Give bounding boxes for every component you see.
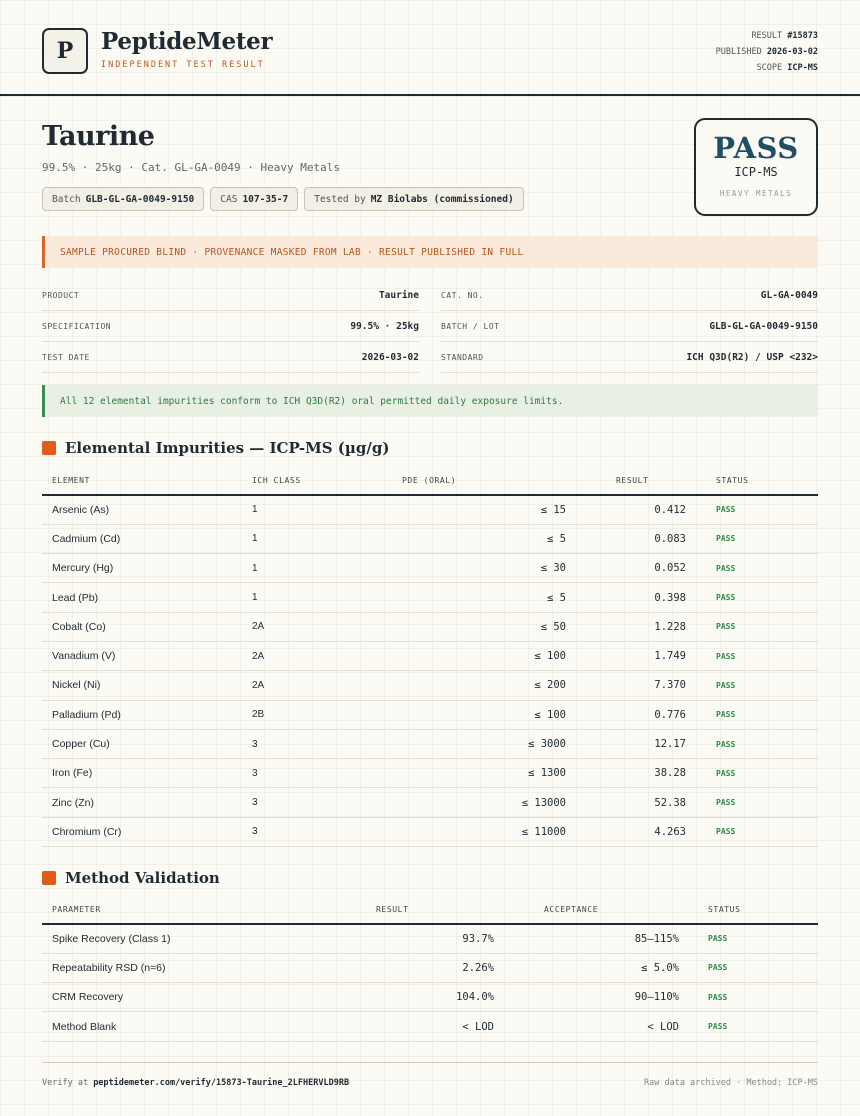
- table-row: [42, 554, 818, 583]
- info-specification: [42, 311, 419, 342]
- result-cell: 52.38: [576, 788, 696, 817]
- pde-cell: ≤ 13000: [362, 788, 576, 817]
- table-row: [42, 524, 818, 553]
- procurement-banner: SAMPLE PROCURED BLIND · PROVENANCE MASKED FROM LAB · RESULT PUBLISHED IN FULL: [42, 236, 818, 268]
- ich-class-cell: 3: [242, 759, 362, 788]
- status-cell: PASS: [696, 700, 818, 729]
- info-row: [42, 311, 818, 342]
- product-title: Taurine: [42, 121, 155, 152]
- report-header: [0, 0, 860, 96]
- status-cell: PASS: [689, 983, 818, 1012]
- element-cell: Lead (Pb): [42, 583, 242, 612]
- info-test-date: [42, 342, 419, 373]
- table-row: [42, 817, 818, 846]
- result-cell: < LOD: [312, 1012, 504, 1041]
- ich-class-cell: 3: [242, 788, 362, 817]
- table-header-row: [42, 896, 818, 924]
- status-cell: PASS: [689, 953, 818, 982]
- validation-heading: [42, 869, 220, 887]
- result-cell: 0.083: [576, 524, 696, 553]
- status-cell: PASS: [696, 788, 818, 817]
- table-row: [42, 700, 818, 729]
- ich-class-cell: 2B: [242, 700, 362, 729]
- status-cell: PASS: [689, 1012, 818, 1041]
- status-cell: PASS: [696, 583, 818, 612]
- info-label: BATCH / LOT: [441, 321, 500, 331]
- pde-cell: ≤ 50: [362, 612, 576, 641]
- table-row: [42, 759, 818, 788]
- validation-table: [42, 896, 818, 1042]
- status-cell: PASS: [696, 817, 818, 846]
- col-result: RESULT: [576, 467, 696, 495]
- result-id: [716, 28, 818, 44]
- pde-cell: ≤ 1300: [362, 759, 576, 788]
- table-row: [42, 612, 818, 641]
- acceptance-cell: < LOD: [504, 1012, 689, 1041]
- status-cell: PASS: [696, 641, 818, 670]
- result-cell: 38.28: [576, 759, 696, 788]
- result-cell: 0.052: [576, 554, 696, 583]
- col-result: RESULT: [312, 896, 504, 924]
- info-label: SPECIFICATION: [42, 321, 112, 331]
- verify-link[interactable]: peptidemeter.com/verify/15873-Taurine_2LFHERVLD9RB: [93, 1078, 350, 1088]
- pde-cell: ≤ 11000: [362, 817, 576, 846]
- info-row: [42, 280, 818, 311]
- status-cell: PASS: [696, 729, 818, 758]
- pde-cell: ≤ 30: [362, 554, 576, 583]
- col-ich-class: ICH CLASS: [242, 467, 362, 495]
- result-cell: 4.263: [576, 817, 696, 846]
- element-cell: Arsenic (As): [42, 495, 242, 524]
- element-cell: Zinc (Zn): [42, 788, 242, 817]
- pde-cell: ≤ 5: [362, 524, 576, 553]
- element-cell: Nickel (Ni): [42, 671, 242, 700]
- table-row: [42, 671, 818, 700]
- pde-cell: ≤ 15: [362, 495, 576, 524]
- verify-text: [42, 1078, 349, 1088]
- col-parameter: PARAMETER: [42, 896, 312, 924]
- element-cell: Palladium (Pd): [42, 700, 242, 729]
- scope-label: SCOPE: [756, 63, 783, 73]
- section-title: Method Validation: [65, 869, 220, 887]
- pde-cell: ≤ 100: [362, 700, 576, 729]
- verdict-status: PASS: [713, 131, 799, 165]
- table-row: [42, 983, 818, 1012]
- table-row: [42, 924, 818, 953]
- ich-class-cell: 2A: [242, 612, 362, 641]
- element-cell: Copper (Cu): [42, 729, 242, 758]
- info-value: 99.5% · 25kg: [350, 320, 419, 332]
- pde-cell: ≤ 5: [362, 583, 576, 612]
- result-cell: 1.228: [576, 612, 696, 641]
- brand-name: PeptideMeter: [101, 28, 273, 55]
- tested-by-chip: [304, 187, 523, 211]
- parameter-cell: CRM Recovery: [42, 983, 312, 1012]
- result-cell: 0.412: [576, 495, 696, 524]
- section-title: Elemental Impurities — ICP-MS (µg/g): [65, 439, 390, 457]
- impurities-table: [42, 467, 818, 847]
- table-row: [42, 953, 818, 982]
- info-standard: [441, 342, 818, 373]
- col-status: STATUS: [696, 467, 818, 495]
- footer-divider: [42, 1062, 818, 1063]
- status-cell: PASS: [696, 495, 818, 524]
- parameter-cell: Repeatability RSD (n=6): [42, 953, 312, 982]
- table-row: [42, 495, 818, 524]
- pde-cell: ≤ 200: [362, 671, 576, 700]
- published-date: [716, 44, 818, 60]
- info-value: GL-GA-0049: [760, 289, 818, 301]
- element-cell: Cadmium (Cd): [42, 524, 242, 553]
- scope: [716, 60, 818, 76]
- element-cell: Iron (Fe): [42, 759, 242, 788]
- ich-class-cell: 1: [242, 524, 362, 553]
- ich-class-cell: 1: [242, 495, 362, 524]
- info-value: Taurine: [378, 289, 419, 301]
- table-row: [42, 729, 818, 758]
- info-label: STANDARD: [441, 352, 484, 362]
- result-cell: 2.26%: [312, 953, 504, 982]
- result-cell: 104.0%: [312, 983, 504, 1012]
- info-cat-no: [441, 280, 818, 311]
- table-row: [42, 641, 818, 670]
- report-meta: [716, 28, 818, 76]
- table-row: [42, 788, 818, 817]
- chip-value: MZ Biolabs (commissioned): [370, 193, 514, 205]
- verdict-badge: [694, 118, 818, 216]
- result-value: #15873: [787, 31, 818, 41]
- result-cell: 7.370: [576, 671, 696, 700]
- info-product: [42, 280, 419, 311]
- table-header-row: [42, 467, 818, 495]
- ich-class-cell: 2A: [242, 641, 362, 670]
- info-value: ICH Q3D(R2) / USP <232>: [686, 351, 818, 363]
- info-value: GLB-GL-GA-0049-9150: [709, 320, 818, 332]
- product-subtitle: 99.5% · 25kg · Cat. GL-GA-0049 · Heavy Metals: [42, 161, 341, 174]
- chip-value: 107-35-7: [242, 193, 289, 205]
- info-label: TEST DATE: [42, 352, 90, 362]
- footer-note: Raw data archived · Method: ICP-MS: [644, 1078, 818, 1088]
- ich-class-cell: 1: [242, 554, 362, 583]
- info-value: 2026-03-02: [361, 351, 419, 363]
- published-value: 2026-03-02: [766, 47, 818, 57]
- chip-value: GLB-GL-GA-0049-9150: [85, 193, 195, 205]
- col-acceptance: ACCEPTANCE: [504, 896, 689, 924]
- result-label: RESULT: [751, 31, 783, 41]
- result-cell: 0.776: [576, 700, 696, 729]
- cas-chip: [210, 187, 298, 211]
- result-cell: 1.749: [576, 641, 696, 670]
- info-batch-lot: [441, 311, 818, 342]
- col-status: STATUS: [689, 896, 818, 924]
- published-label: PUBLISHED: [715, 47, 762, 57]
- element-cell: Cobalt (Co): [42, 612, 242, 641]
- ich-class-cell: 2A: [242, 671, 362, 700]
- ich-class-cell: 3: [242, 729, 362, 758]
- result-cell: 93.7%: [312, 924, 504, 953]
- info-row: [42, 342, 818, 373]
- status-cell: PASS: [696, 671, 818, 700]
- info-label: CAT. NO.: [441, 290, 484, 300]
- section-marker-icon: [42, 441, 56, 455]
- status-cell: PASS: [689, 924, 818, 953]
- status-cell: PASS: [696, 554, 818, 583]
- parameter-cell: Spike Recovery (Class 1): [42, 924, 312, 953]
- pde-cell: ≤ 100: [362, 641, 576, 670]
- acceptance-cell: 85–115%: [504, 924, 689, 953]
- table-row: [42, 1012, 818, 1041]
- verdict-method: ICP-MS: [734, 165, 778, 179]
- pde-cell: ≤ 3000: [362, 729, 576, 758]
- scope-value: ICP-MS: [787, 63, 818, 73]
- chip-label: Batch: [52, 193, 81, 205]
- parameter-cell: Method Blank: [42, 1012, 312, 1041]
- acceptance-cell: 90–110%: [504, 983, 689, 1012]
- ich-class-cell: 3: [242, 817, 362, 846]
- logo: P: [42, 28, 88, 74]
- brand-subtitle: INDEPENDENT TEST RESULT: [101, 60, 265, 70]
- verdict-category: HEAVY METALS: [719, 189, 793, 198]
- chip-label: Tested by: [314, 193, 366, 205]
- col-element: ELEMENT: [42, 467, 242, 495]
- col-pde: PDE (ORAL): [362, 467, 576, 495]
- info-label: PRODUCT: [42, 290, 80, 300]
- result-cell: 0.398: [576, 583, 696, 612]
- table-row: [42, 583, 818, 612]
- acceptance-cell: ≤ 5.0%: [504, 953, 689, 982]
- status-cell: PASS: [696, 612, 818, 641]
- element-cell: Mercury (Hg): [42, 554, 242, 583]
- element-cell: Chromium (Cr): [42, 817, 242, 846]
- status-cell: PASS: [696, 759, 818, 788]
- product-chips: [42, 187, 524, 211]
- ich-class-cell: 1: [242, 583, 362, 612]
- status-cell: PASS: [696, 524, 818, 553]
- impurities-heading: [42, 439, 389, 457]
- chip-label: CAS: [220, 193, 238, 205]
- result-cell: 12.17: [576, 729, 696, 758]
- section-marker-icon: [42, 871, 56, 885]
- element-cell: Vanadium (V): [42, 641, 242, 670]
- verify-label: Verify at: [42, 1078, 89, 1088]
- info-grid: [42, 280, 818, 373]
- conformance-note: All 12 elemental impurities conform to ICH Q3D(R2) oral permitted daily exposure limits.: [42, 385, 818, 417]
- batch-chip: [42, 187, 204, 211]
